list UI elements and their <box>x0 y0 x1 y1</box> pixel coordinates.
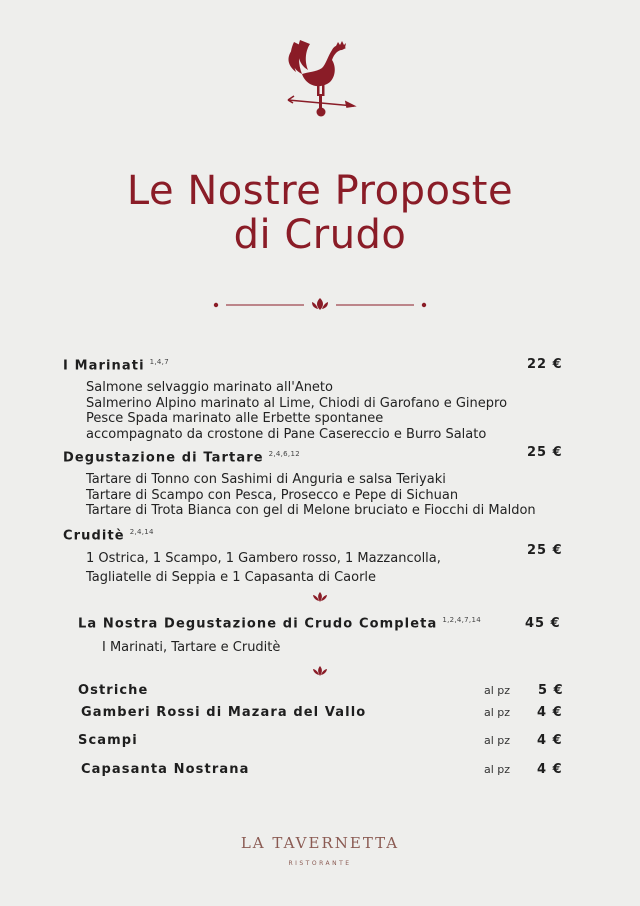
brand-logo-text: LA TAVERNETTA <box>240 834 400 852</box>
menu-item: accompagnato da crostone di Pane Casereccio e Burro Salato <box>86 426 487 442</box>
section-completa-price: 45 € <box>525 616 561 631</box>
menu-item: I Marinati, Tartare e Cruditè <box>102 640 281 655</box>
divider-ornament <box>212 296 428 312</box>
section-crudite-title <box>63 528 154 543</box>
section-completa-items <box>102 640 280 656</box>
per-piece-name: Capasanta Nostrana <box>81 762 250 777</box>
allergen-codes: 2,4,14 <box>129 528 154 536</box>
menu-item: Salmerino Alpino marinato al Lime, Chiodi di Garofano e Ginepro <box>86 395 508 411</box>
page-title-line1: Le Nostre Proposte <box>126 168 514 214</box>
brand-subtitle: RISTORANTE <box>288 860 352 867</box>
allergen-codes: 2,4,6,12 <box>268 450 300 458</box>
section-marinati-price: 22 € <box>527 357 563 372</box>
per-piece-unit: al pz <box>484 734 511 747</box>
menu-item: Tagliatelle di Seppia e 1 Capasanta di Caorle <box>86 570 377 585</box>
page-title-line2: di Crudo <box>233 212 407 258</box>
section-marinati-name: I Marinati <box>63 358 145 374</box>
section-tartare-price: 25 € <box>527 445 563 460</box>
allergen-codes: 1,4,7 <box>149 358 169 366</box>
rooster-weathervane-icon <box>284 34 358 118</box>
menu-item: Tartare di Scampo con Pesca, Prosecco e Pepe di Sichuan <box>86 487 459 503</box>
per-piece-name: Gamberi Rossi di Mazara del Vallo <box>81 705 367 720</box>
menu-item: Tartare di Trota Bianca con gel di Melone bruciato e Fiocchi di Maldon <box>86 503 536 518</box>
menu-item: Tartare di Tonno con Sashimi di Anguria e salsa Teriyaki <box>86 472 446 487</box>
leaf-ornament-icon <box>312 591 328 603</box>
section-crudite-name: Cruditè <box>63 528 125 544</box>
per-piece-unit: al pz <box>484 763 511 776</box>
section-marinati-title <box>63 358 169 373</box>
per-piece-name: Ostriche <box>78 683 149 698</box>
section-completa-title <box>78 616 481 631</box>
section-tartare-title <box>63 450 300 465</box>
section-tartare-name: Degustazione di Tartare <box>63 450 264 466</box>
per-piece-price: 4 € <box>537 733 563 748</box>
per-piece-name: Scampi <box>78 733 138 748</box>
per-piece-unit: al pz <box>484 684 511 697</box>
leaf-ornament-icon <box>312 665 328 677</box>
section-marinati-items <box>86 380 507 442</box>
per-piece-price: 4 € <box>537 705 563 720</box>
menu-item: 1 Ostrica, 1 Scampo, 1 Gambero rosso, 1 Mazzancolla, <box>86 551 441 566</box>
section-crudite-items <box>86 549 441 587</box>
menu-item: Salmone selvaggio marinato all'Aneto <box>86 380 333 395</box>
per-piece-price: 4 € <box>537 762 563 777</box>
menu-item: Pesce Spada marinato alle Erbette spontanee <box>86 411 384 426</box>
allergen-codes: 1,2,4,7,14 <box>442 616 481 624</box>
per-piece-unit: al pz <box>484 706 511 719</box>
per-piece-price: 5 € <box>538 683 564 698</box>
section-completa-name: La Nostra Degustazione di Crudo Completa <box>78 616 438 632</box>
section-tartare-items <box>86 472 536 519</box>
section-crudite-price: 25 € <box>527 543 563 558</box>
